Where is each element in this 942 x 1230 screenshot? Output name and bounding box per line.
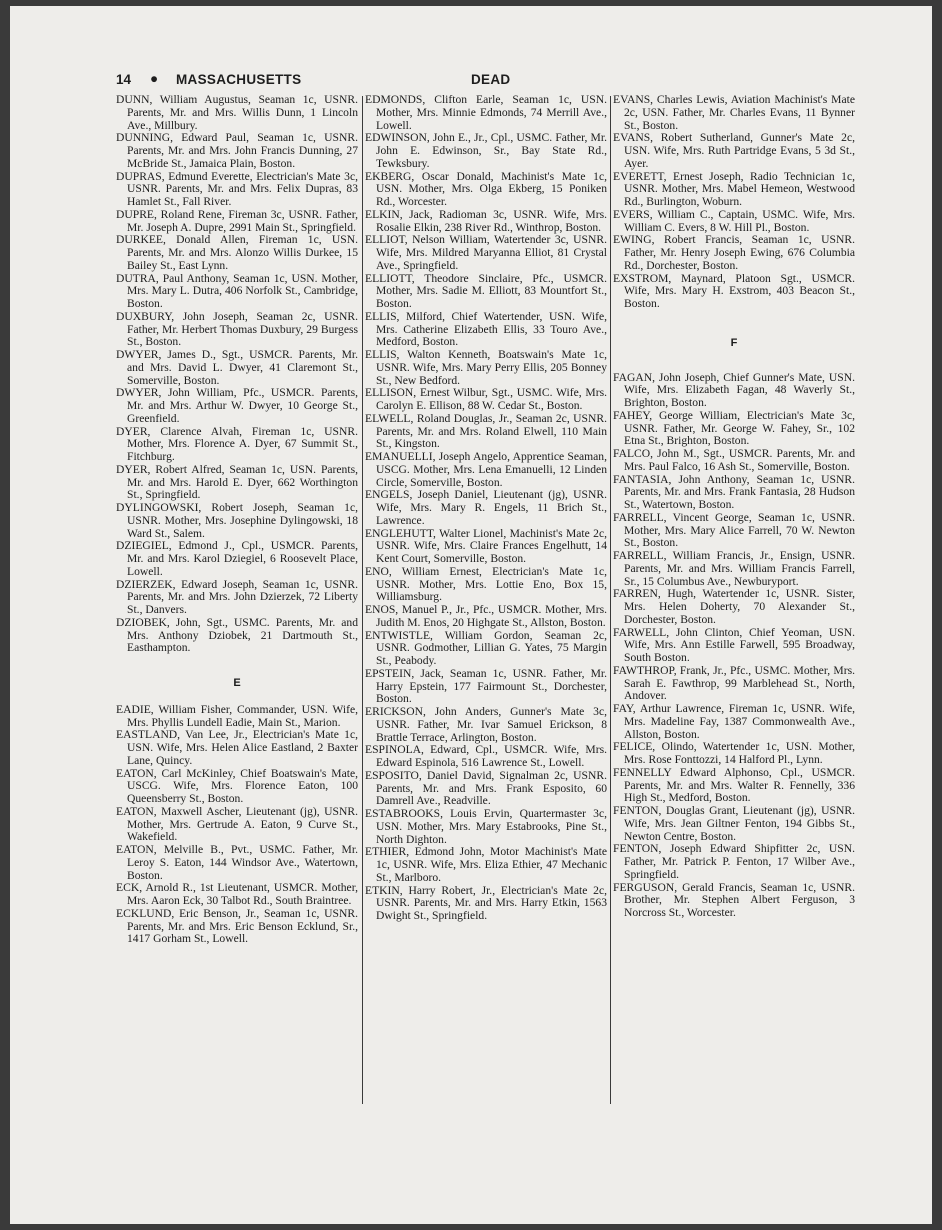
list-entry: EVANS, Robert Sutherland, Gunner's Mate 2c, USN. Wife, Mrs. Ruth Partridge Evans, 5 3d St., Ayer. xyxy=(613,131,855,170)
list-entry: EATON, Carl McKinley, Chief Boatswain's Mate, USCG. Wife, Mrs. Florence Eaton, 100 Queensberry St., Boston. xyxy=(116,766,358,805)
list-entry: ELKIN, Jack, Radioman 3c, USNR. Wife, Mrs. Rosalie Elkin, 238 River Rd., Winthrop, Boston. xyxy=(365,207,607,234)
list-entry: ENO, William Ernest, Electrician's Mate 1c, USNR. Mother, Mrs. Lottie Eno, Box 15, Williamsburg. xyxy=(365,564,607,604)
list-entry: EDWINSON, John E., Jr., Cpl., USMC. Father, Mr. John E. Edwinson, Sr., Bay State Rd., Tewksbury. xyxy=(365,131,607,170)
list-entry: DWYER, James D., Sgt., USMCR. Parents, Mr. and Mrs. David L. Dwyer, 41 Claremont St., Somerville, Boston. xyxy=(116,348,358,387)
list-entry: ETHIER, Edmond John, Motor Machinist's Mate 1c, USNR. Wife, Mrs. Eliza Ethier, 47 Mechanic St., Marlboro. xyxy=(365,845,607,884)
list-entry: FAGAN, John Joseph, Chief Gunner's Mate, USN. Wife, Mrs. Elizabeth Fagan, 48 Waverly St., Brighton, Boston. xyxy=(613,370,855,409)
list-entry: FARWELL, John Clinton, Chief Yeoman, USN. Wife, Mrs. Ann Estille Farwell, 595 Broadway, South Boston. xyxy=(613,625,855,664)
column-3 xyxy=(613,94,855,920)
list-entry: DZIEGIEL, Edmond J., Cpl., USMCR. Parents, Mr. and Mrs. Karol Dziegiel, 6 Roosevelt Place, Lowell. xyxy=(116,539,358,578)
list-entry: ELLIS, Milford, Chief Watertender, USN. Wife, Mrs. Catherine Elizabeth Ellis, 33 Touro Ave., Medford, Boston. xyxy=(365,309,607,349)
list-entry: ERICKSON, John Anders, Gunner's Mate 3c, USNR. Father, Mr. Ivar Samuel Erickson, 8 Brattle Terrace, Arlington, Boston. xyxy=(365,705,607,744)
bullet-separator: ● xyxy=(150,71,159,86)
list-entry: ESTABROOKS, Louis Ervin, Quartermaster 3c, USN. Mother, Mrs. Mary Estabrooks, Pine St., North Dighton. xyxy=(365,807,607,846)
column-divider xyxy=(610,96,611,1104)
list-entry: EVERS, William C., Captain, USMC. Wife, Mrs. William C. Evers, 8 W. Hill Pl., Boston. xyxy=(613,207,855,234)
list-entry: ESPOSITO, Daniel David, Signalman 2c, USNR. Parents, Mr. and Mrs. Frank Esposito, 60 Damrell Ave., Readville. xyxy=(365,768,607,808)
list-entry: EVANS, Charles Lewis, Aviation Machinist's Mate 2c, USN. Father, Mr. Charles Evans, 11 Bynner St., Boston. xyxy=(613,93,855,132)
list-entry: FANTASIA, John Anthony, Seaman 1c, USNR. Parents, Mr. and Mrs. Frank Fantasia, 28 Hudson St., Watertown, Boston. xyxy=(613,472,855,511)
entry-list xyxy=(613,94,855,311)
list-entry: FARRELL, Vincent George, Seaman 1c, USNR. Mother, Mrs. Mary Alice Farrell, 70 W. Newton St., Boston. xyxy=(613,510,855,550)
column-1 xyxy=(116,94,358,946)
list-entry: DUPRAS, Edmund Everette, Electrician's Mate 3c, USNR. Parents, Mr. and Mrs. Felix Dupras, 83 Hamlet St., Fall River. xyxy=(116,169,358,208)
list-entry: ELLIOT, Nelson William, Watertender 3c, USNR. Wife, Mrs. Mildred Maryanna Elliot, 81 Crystal Ave., Springfield. xyxy=(365,233,607,272)
list-entry: ELLIOTT, Theodore Sinclaire, Pfc., USMCR. Mother, Mrs. Sadie M. Elliott, 83 Mountfort St., Boston. xyxy=(365,271,607,310)
list-entry: DUNN, William Augustus, Seaman 1c, USNR. Parents, Mr. and Mrs. Willis Dunn, 1 Lincoln Ave., Millbury. xyxy=(116,93,358,132)
list-entry: ETKIN, Harry Robert, Jr., Electrician's Mate 2c, USNR. Parents, Mr. and Mrs. Harry Etkin, 1563 Dwight St., Springfield. xyxy=(365,883,607,922)
list-entry: DYER, Clarence Alvah, Fireman 1c, USNR. Mother, Mrs. Florence A. Dyer, 67 Summit St., Fitchburg. xyxy=(116,424,358,463)
list-entry: EATON, Maxwell Ascher, Lieutenant (jg), USNR. Mother, Mrs. Gertrude A. Eaton, 9 Curve St., Wakefield. xyxy=(116,804,358,844)
list-entry: FAY, Arthur Lawrence, Fireman 1c, USNR. Wife, Mrs. Madeline Fay, 1387 Commonwealth Ave., Allston, Boston. xyxy=(613,702,855,741)
state-heading: MASSACHUSETTS xyxy=(176,72,302,87)
list-entry: DYER, Robert Alfred, Seaman 1c, USN. Parents, Mr. and Mrs. Harold E. Dyer, 662 Worthington St., Springfield. xyxy=(116,462,358,502)
page-header xyxy=(116,72,852,90)
list-entry: EPSTEIN, Jack, Seaman 1c, USNR. Father, Mr. Harry Epstein, 177 Fairmount St., Dorchester, Boston. xyxy=(365,666,607,706)
list-entry: EVERETT, Ernest Joseph, Radio Technician 1c, USNR. Mother, Mrs. Mabel Hemeon, Westwood Rd., Burlington, Woburn. xyxy=(613,169,855,208)
list-entry: EXSTROM, Maynard, Platoon Sgt., USMCR. Wife, Mrs. Mary H. Exstrom, 403 Beacon St., Boston. xyxy=(613,271,855,310)
entry-list xyxy=(365,94,607,923)
list-entry: EASTLAND, Van Lee, Jr., Electrician's Mate 1c, USN. Wife, Mrs. Helen Alice Eastland, 2 Baxter Lane, Quincy. xyxy=(116,728,358,767)
list-entry: ESPINOLA, Edward, Cpl., USMCR. Wife, Mrs. Edward Espinola, 516 Lawrence St., Lowell. xyxy=(365,743,607,769)
list-entry: ELLIS, Walton Kenneth, Boatswain's Mate 1c, USNR. Wife, Mrs. Mary Perry Ellis, 205 Bonney St., New Bedford. xyxy=(365,348,607,387)
list-entry: ECK, Arnold R., 1st Lieutenant, USMCR. Mother, Mrs. Aaron Eck, 30 Talbot Rd., South Braintree. xyxy=(116,881,358,907)
list-entry: ELWELL, Roland Douglas, Jr., Seaman 2c, USNR. Parents, Mr. and Mrs. Roland Elwell, 110 Main St., Kingston. xyxy=(365,411,607,451)
list-entry: ENTWISTLE, William Gordon, Seaman 2c, USNR. Godmother, Lillian G. Yates, 75 Margin St., Peabody. xyxy=(365,628,607,667)
list-entry: EATON, Melville B., Pvt., USMC. Father, Mr. Leroy S. Eaton, 144 Windsor Ave., Watertown, Boston. xyxy=(116,843,358,882)
page-number: 14 xyxy=(116,72,132,87)
column-2 xyxy=(365,94,607,923)
list-entry: DZIOBEK, John, Sgt., USMC. Parents, Mr. and Mrs. Anthony Dziobek, 21 Dartmouth St., Easthampton. xyxy=(116,615,358,655)
list-entry: EKBERG, Oscar Donald, Machinist's Mate 1c, USN. Mother, Mrs. Olga Ekberg, 15 Poniken Rd., Worcester. xyxy=(365,169,607,208)
list-entry: FENNELLY Edward Alphonso, Cpl., USMCR. Parents, Mr. and Mrs. Walter R. Fennelly, 336 High St., Medford, Boston. xyxy=(613,765,855,805)
list-entry: FELICE, Olindo, Watertender 1c, USN. Mother, Mrs. Rose Fonttozzi, 14 Halford Pl., Lynn. xyxy=(613,740,855,766)
list-entry: EDMONDS, Clifton Earle, Seaman 1c, USN. Mother, Mrs. Minnie Edmonds, 74 Merrill Ave., Lowell. xyxy=(365,93,607,132)
column-divider xyxy=(362,96,363,1104)
section-heading: DEAD xyxy=(471,72,511,87)
list-entry: FENTON, Joseph Edward Shipfitter 2c, USN. Father, Mr. Patrick P. Fenton, 17 Wilber Ave., Springfield. xyxy=(613,842,855,881)
document-page xyxy=(10,6,932,1224)
list-entry: ELLISON, Ernest Wilbur, Sgt., USMC. Wife, Mrs. Carolyn E. Ellison, 88 W. Cedar St., Boston. xyxy=(365,386,607,412)
entry-list xyxy=(613,372,855,920)
list-entry: EMANUELLI, Joseph Angelo, Apprentice Seaman, USCG. Mother, Mrs. Lena Emanuelli, 12 Linden Circle, Somerville, Boston. xyxy=(365,450,607,489)
list-entry: ENGLEHUTT, Walter Lionel, Machinist's Mate 2c, USNR. Wife, Mrs. Claire Frances Engelhutt, 14 Kent Court, Somerville, Boston. xyxy=(365,526,607,565)
list-entry: FALCO, John M., Sgt., USMCR. Parents, Mr. and Mrs. Paul Falco, 16 Ash St., Somerville, Boston. xyxy=(613,447,855,473)
list-entry: FERGUSON, Gerald Francis, Seaman 1c, USNR. Brother, Mr. Stephen Albert Ferguson, 3 Norcross St., Worcester. xyxy=(613,880,855,919)
list-entry: DZIERZEK, Edward Joseph, Seaman 1c, USNR. Parents, Mr. and Mrs. John Dzierzek, 72 Liberty St., Danvers. xyxy=(116,577,358,616)
list-entry: EWING, Robert Francis, Seaman 1c, USNR. Father, Mr. Henry Joseph Ewing, 676 Columbia Rd., Dorchester, Boston. xyxy=(613,233,855,272)
list-entry: DUNNING, Edward Paul, Seaman 1c, USNR. Parents, Mr. and Mrs. John Francis Dunning, 27 McBride St., Jamaica Plain, Boston. xyxy=(116,131,358,170)
list-entry: DUPRE, Roland Rene, Fireman 3c, USNR. Father, Mr. Joseph A. Dupre, 2991 Main St., Springfield. xyxy=(116,207,358,234)
entry-list xyxy=(116,704,358,946)
list-entry: DWYER, John William, Pfc., USMCR. Parents, Mr. and Mrs. Arthur W. Dwyer, 10 George St., Greenfield. xyxy=(116,386,358,425)
list-entry: DYLINGOWSKI, Robert Joseph, Seaman 1c, USNR. Mother, Mrs. Josephine Dylingowski, 18 Ward St., Salem. xyxy=(116,501,358,540)
letter-heading-f: F xyxy=(730,336,738,349)
list-entry: DURKEE, Donald Allen, Fireman 1c, USN. Parents, Mr. and Mrs. Alonzo Willis Durkee, 15 Bailey St., East Lynn. xyxy=(116,233,358,272)
entry-list xyxy=(116,94,358,655)
list-entry: FAWTHROP, Frank, Jr., Pfc., USMC. Mother, Mrs. Sarah E. Fawthrop, 99 Marblehead St., North, Andover. xyxy=(613,663,855,703)
list-entry: EADIE, William Fisher, Commander, USN. Wife, Mrs. Phyllis Lundell Eadie, Main St., Marion. xyxy=(116,702,358,729)
list-entry: FENTON, Douglas Grant, Lieutenant (jg), USNR. Wife, Mrs. Jean Giltner Fenton, 194 Gibbs St., Newton Centre, Boston. xyxy=(613,804,855,843)
list-entry: FARREN, Hugh, Watertender 1c, USNR. Sister, Mrs. Helen Doherty, 70 Alexander St., Dorchester, Boston. xyxy=(613,587,855,626)
list-entry: DUXBURY, John Joseph, Seaman 2c, USNR. Father, Mr. Herbert Thomas Duxbury, 29 Burgess St., Boston. xyxy=(116,309,358,349)
list-entry: ECKLUND, Eric Benson, Jr., Seaman 1c, USNR. Parents, Mr. and Mrs. Eric Benson Ecklund, Sr., 1417 Gorham St., Lowell. xyxy=(116,906,358,946)
letter-heading-e: E xyxy=(233,677,241,689)
list-entry: FAHEY, George William, Electrician's Mate 3c, USNR. Father, Mr. George W. Fahey, Sr., 102 Etna St., Brighton, Boston. xyxy=(613,408,855,448)
list-entry: DUTRA, Paul Anthony, Seaman 1c, USN. Mother, Mrs. Mary L. Dutra, 406 Norfolk St., Cambridge, Boston. xyxy=(116,271,358,310)
list-entry: ENGELS, Joseph Daniel, Lieutenant (jg), USNR. Wife, Mrs. Mary R. Engels, 11 Brich St., Lawrence. xyxy=(365,488,607,527)
list-entry: ENOS, Manuel P., Jr., Pfc., USMCR. Mother, Mrs. Judith M. Enos, 20 Highgate St., Allston, Boston. xyxy=(365,603,607,629)
list-entry: FARRELL, William Francis, Jr., Ensign, USNR. Parents, Mr. and Mrs. William Francis Farrell, Sr., 15 Columbus Ave., Newburyport. xyxy=(613,549,855,588)
